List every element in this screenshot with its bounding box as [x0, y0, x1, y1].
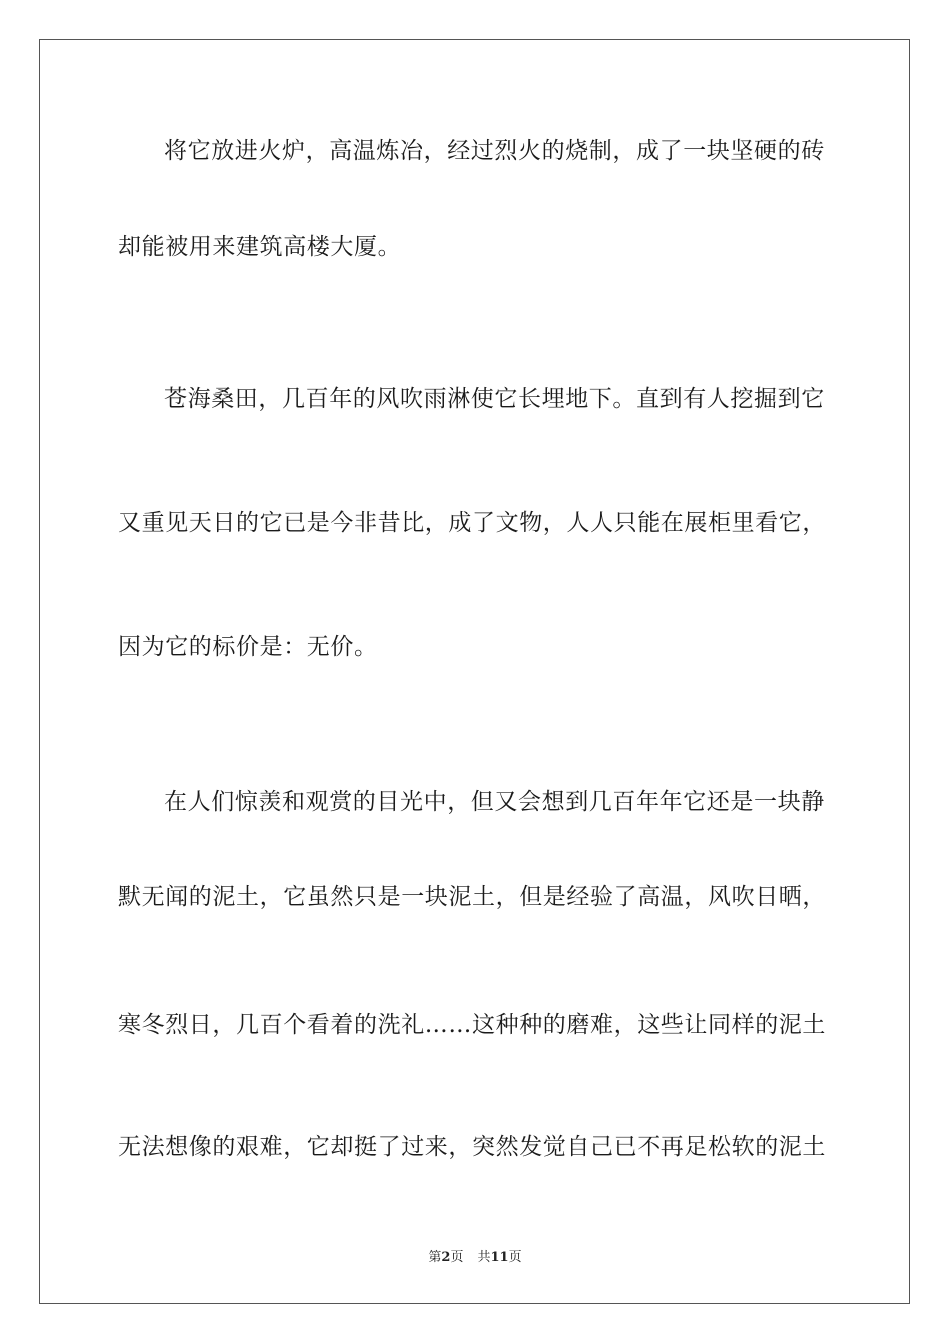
- page-footer: [0, 1246, 950, 1265]
- paragraph-2-line-3: 因为它的标价是：无价。: [118, 634, 378, 660]
- paragraph-3-line-4: 无法想像的艰难，它却挺了过来，突然发觉自己已不再足松软的泥土: [118, 1134, 826, 1160]
- page-current: 2: [441, 1250, 451, 1265]
- page-suffix: 页: [450, 1250, 464, 1265]
- paragraph-3-line-2: 默无闻的泥土，它虽然只是一块泥土，但是经验了高温，风吹日晒，: [118, 884, 826, 910]
- paragraph-2-line-1: 苍海桑田，几百年的风吹雨淋使它长埋地下。直到有人挖掘到它: [164, 386, 825, 412]
- paragraph-1-line-2: 却能被用来建筑高楼大厦。: [118, 234, 402, 260]
- paragraph-2-line-2: 又重见天日的它已是今非昔比，成了文物，人人只能在展柜里看它，: [118, 510, 826, 536]
- paragraph-1-line-1: 将它放进火炉，高温炼冶，经过烈火的烧制，成了一块坚硬的砖: [164, 138, 825, 164]
- page-frame: [39, 39, 910, 1304]
- page-prefix: 第: [428, 1250, 442, 1265]
- total-suffix: 页: [508, 1250, 522, 1265]
- total-prefix: 共: [477, 1250, 491, 1265]
- paragraph-3-line-1: 在人们惊羡和观赏的目光中，但又会想到几百年年它还是一块静: [164, 789, 825, 815]
- page-total: 11: [490, 1250, 509, 1265]
- paragraph-3-line-3: 寒冬烈日，几百个看着的洗礼……这种种的磨难，这些让同样的泥土: [118, 1012, 826, 1038]
